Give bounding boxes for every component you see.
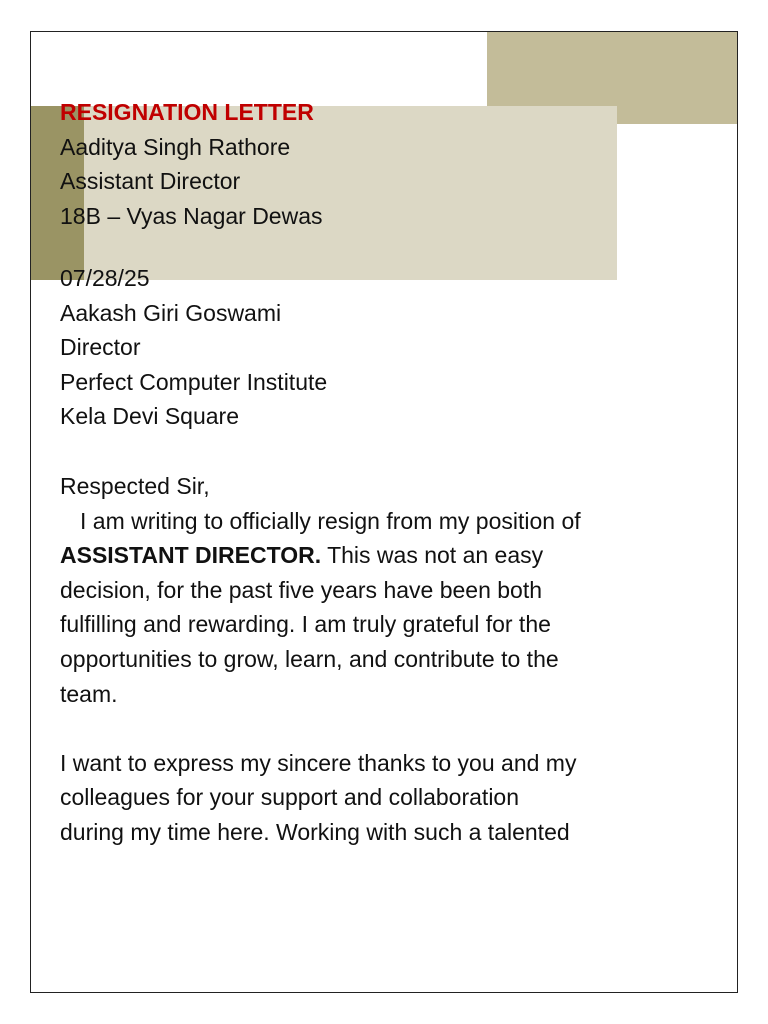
paragraph-spacer — [60, 711, 660, 746]
recipient-address: Kela Devi Square — [60, 403, 239, 430]
salutation: Respected Sir, — [60, 473, 210, 499]
paragraph-2-line-1: I want to express my sincere thanks to you and my — [60, 749, 577, 776]
letter-title: RESIGNATION LETTER — [60, 99, 314, 125]
recipient-organization: Perfect Computer Institute — [60, 368, 328, 395]
paragraph-1-line-1: I am writing to officially resign from my position of — [80, 507, 581, 534]
paragraph-1 — [60, 504, 660, 712]
paragraph-1-line-6: team. — [60, 680, 118, 707]
paragraph-2-line-2: colleagues for your support and collaboration — [60, 784, 520, 811]
paragraph-1-line-3: decision, for the past five years have been both — [60, 576, 543, 603]
sender-name: Aaditya Singh Rathore — [60, 133, 291, 160]
paragraph-1-line-5: opportunities to grow, learn, and contribute to the — [60, 645, 559, 672]
recipient-name: Aakash Giri Goswami — [60, 299, 282, 326]
paragraph-1-line-2-rest: This was not an easy — [321, 542, 544, 569]
paragraph-1-line-2 — [60, 538, 660, 573]
paragraph-2-line-3: during my time here. Working with such a talented — [60, 818, 570, 845]
sender-block — [60, 95, 323, 233]
sender-address: 18B – Vyas Nagar Dewas — [60, 202, 323, 229]
paragraph-1-line-4: fulfilling and rewarding. I am truly grateful for the — [60, 611, 551, 638]
position-name: ASSISTANT DIRECTOR. — [60, 542, 322, 569]
paragraph-2 — [60, 746, 660, 850]
sender-title: Assistant Director — [60, 168, 241, 195]
recipient-block — [60, 261, 327, 434]
letter-date: 07/28/25 — [60, 265, 150, 291]
recipient-title: Director — [60, 334, 141, 361]
letter-body — [60, 469, 660, 850]
